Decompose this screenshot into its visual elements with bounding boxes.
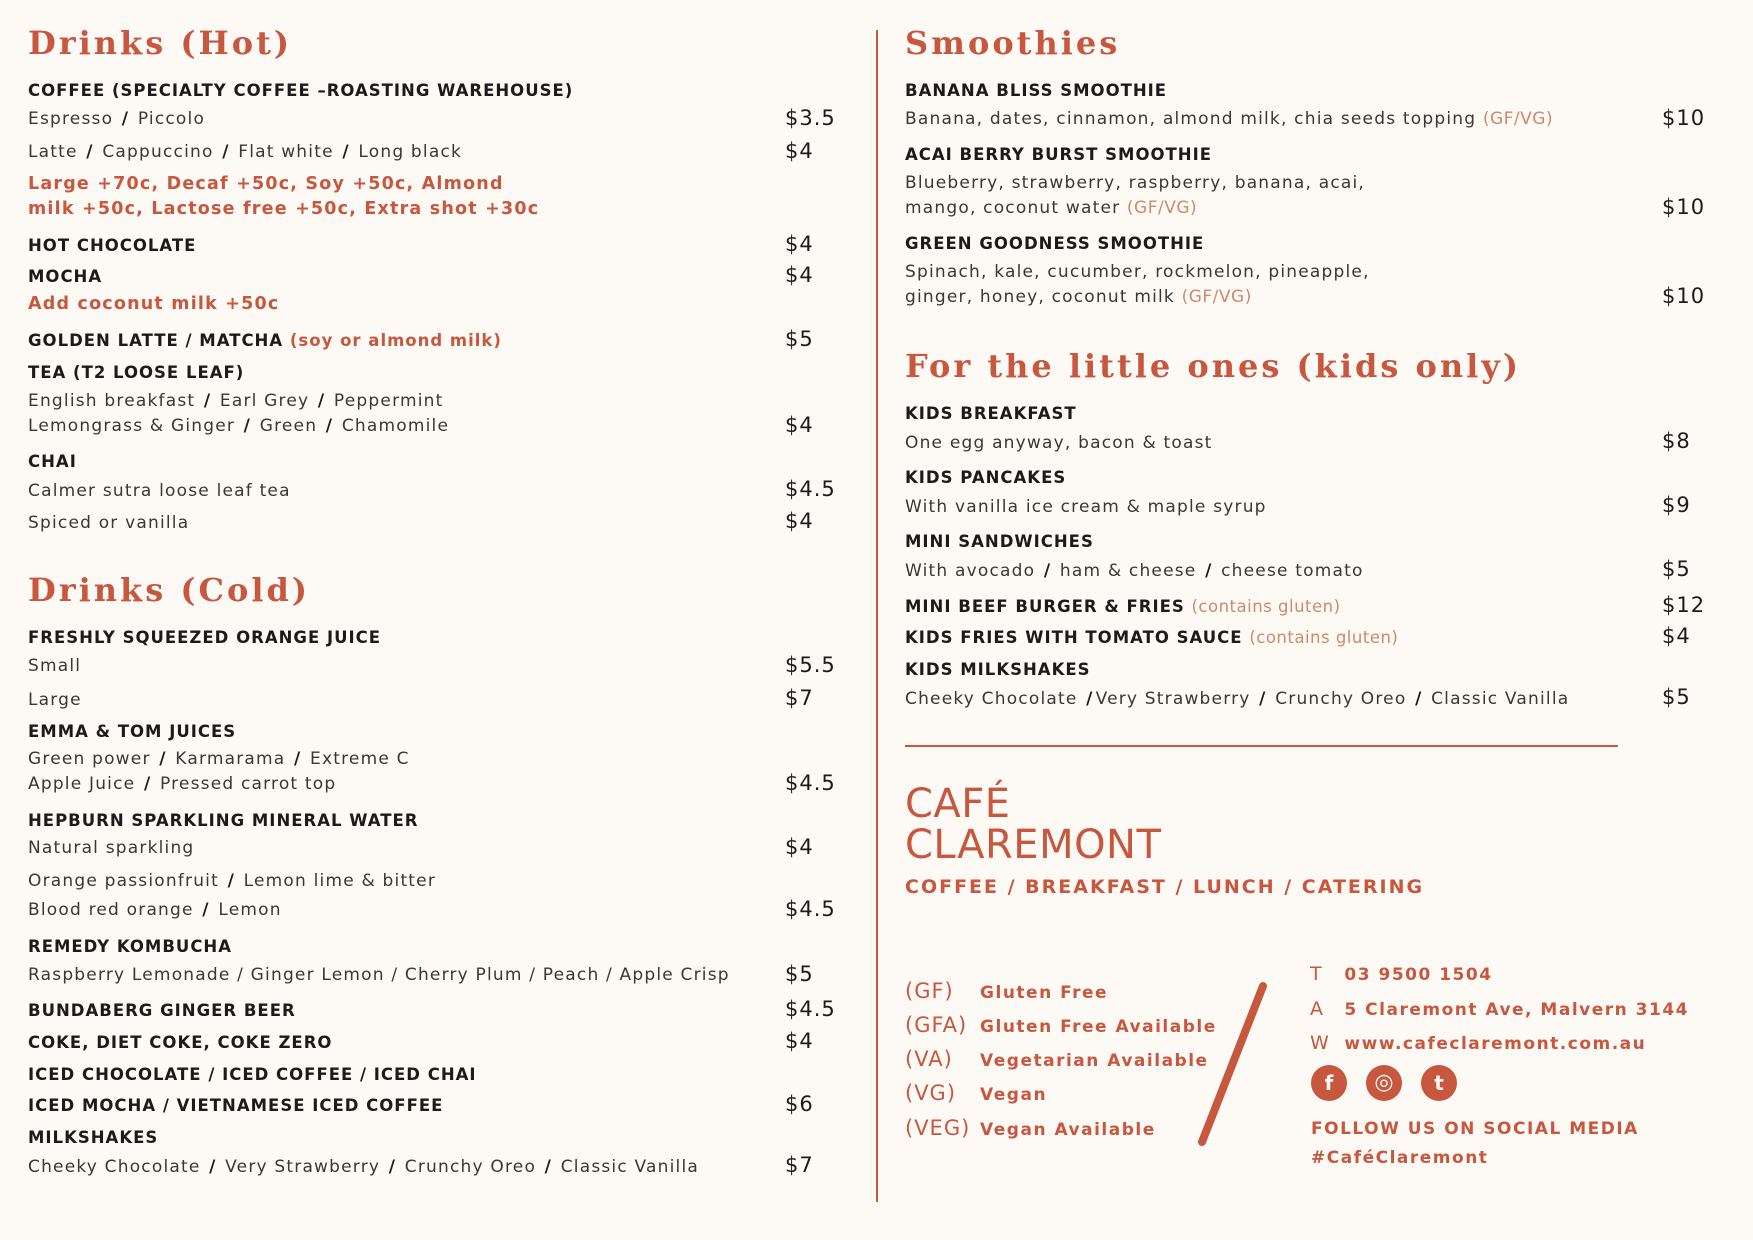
hepburn: HEPBURN SPARKLING MINERAL WATER bbox=[28, 811, 419, 830]
kids-pancakes-price: $9 bbox=[1662, 493, 1691, 517]
oj-large: Large bbox=[28, 690, 82, 710]
mocha: MOCHA bbox=[28, 267, 103, 286]
coke: COKE, DIET COKE, COKE ZERO bbox=[28, 1033, 333, 1052]
emma-price: $4.5 bbox=[785, 771, 836, 795]
banana-desc bbox=[905, 109, 1553, 129]
hot-chocolate-price: $4 bbox=[785, 232, 814, 256]
phone-number[interactable]: 03 9500 1504 bbox=[1344, 965, 1493, 985]
follow-text: FOLLOW US ON SOCIAL MEDIA bbox=[1311, 1119, 1639, 1139]
tea-chamomile: Chamomile bbox=[341, 416, 450, 436]
banana-tag: (GF/VG) bbox=[1482, 109, 1554, 129]
kids-ms-oreo: Crunchy Oreo bbox=[1275, 689, 1407, 709]
tea-peppermint: Peppermint bbox=[333, 391, 444, 411]
oj-small-price: $5.5 bbox=[785, 653, 836, 677]
bundaberg: BUNDABERG GINGER BEER bbox=[28, 1001, 296, 1020]
green-desc2 bbox=[905, 287, 1252, 307]
tea-english-breakfast: English breakfast bbox=[28, 391, 196, 411]
coke-price: $4 bbox=[785, 1029, 814, 1053]
hepburn-flav-line2: Blood red orange / Lemon bbox=[28, 900, 282, 920]
legend-vg bbox=[905, 1081, 1047, 1105]
golden-latte-price: $5 bbox=[785, 327, 814, 351]
web-key: W bbox=[1310, 1032, 1331, 1054]
phone-key: T bbox=[1310, 963, 1324, 985]
kids-fries-label: KIDS FRIES WITH TOMATO SAUCE bbox=[905, 628, 1243, 647]
tea-price: $4 bbox=[785, 413, 814, 437]
section-title-drinks-cold: Drinks (Cold) bbox=[28, 571, 310, 609]
instagram-icon[interactable]: ◎ bbox=[1366, 1065, 1402, 1101]
contact-web bbox=[1310, 1032, 1646, 1054]
ms-vanilla: Classic Vanilla bbox=[560, 1157, 699, 1177]
mini-burger-label: MINI BEEF BURGER & FRIES bbox=[905, 597, 1185, 616]
iced-mocha: ICED MOCHA / VIETNAMESE ICED COFFEE bbox=[28, 1096, 444, 1115]
section-title-smoothies: Smoothies bbox=[905, 24, 1121, 62]
hepburn-flav-line1: Orange passionfruit / Lemon lime & bitter bbox=[28, 871, 437, 891]
hot-chocolate: HOT CHOCOLATE bbox=[28, 236, 197, 255]
acai-price: $10 bbox=[1662, 195, 1706, 219]
tea-earl-grey: Earl Grey bbox=[219, 391, 310, 411]
piccolo: Piccolo bbox=[137, 109, 206, 129]
acai-desc2-text: mango, coconut water bbox=[905, 198, 1121, 218]
oj-large-price: $7 bbox=[785, 686, 814, 710]
tea-title: TEA (T2 LOOSE LEAF) bbox=[28, 363, 245, 382]
sw-ham-cheese: ham & cheese bbox=[1059, 561, 1197, 581]
brand-line2: CLAREMONT bbox=[905, 822, 1162, 868]
tea-lemongrass: Lemongrass & Ginger bbox=[28, 416, 236, 436]
web-link[interactable]: www.cafeclaremont.com.au bbox=[1344, 1034, 1647, 1054]
green-desc1: Spinach, kale, cucumber, rockmelon, pineapple, bbox=[905, 262, 1370, 282]
twitter-icon[interactable]: t bbox=[1421, 1065, 1457, 1101]
hashtag: #CaféClaremont bbox=[1311, 1148, 1489, 1168]
kombucha-price: $5 bbox=[785, 962, 814, 986]
iced-drinks: ICED CHOCOLATE / ICED COFFEE / ICED CHAI bbox=[28, 1065, 477, 1084]
ms-oreo: Crunchy Oreo bbox=[404, 1157, 537, 1177]
section-title-kids: For the little ones (kids only) bbox=[905, 347, 1522, 385]
coffee-extras bbox=[28, 172, 539, 222]
legend-va-value: Vegetarian Available bbox=[980, 1051, 1209, 1071]
acai-smoothie: ACAI BERRY BURST SMOOTHIE bbox=[905, 145, 1212, 164]
iced-price: $6 bbox=[785, 1092, 814, 1116]
lemon-lime-bitter: Lemon lime & bitter bbox=[243, 871, 437, 891]
acai-desc2 bbox=[905, 198, 1197, 218]
coffee-title: COFFEE (SPECIALTY COFFEE –ROASTING WAREHOUSE) bbox=[28, 81, 574, 100]
kids-ms-chocolate: Cheeky Chocolate bbox=[905, 689, 1078, 709]
coffee-milk-line: Latte / Cappuccino / Flat white / Long black bbox=[28, 142, 463, 162]
sw-avocado: With avocado bbox=[905, 561, 1036, 581]
blood-red-orange: Blood red orange bbox=[28, 900, 194, 920]
address-key: A bbox=[1310, 998, 1325, 1020]
kids-milkshake-price: $5 bbox=[1662, 685, 1691, 709]
kids-pancakes-desc: With vanilla ice cream & maple syrup bbox=[905, 497, 1267, 517]
cappuccino: Cappuccino bbox=[102, 142, 214, 162]
kids-breakfast-price: $8 bbox=[1662, 429, 1691, 453]
legend-gfa bbox=[905, 1013, 1217, 1037]
legend-gf-key: (GF) bbox=[905, 979, 954, 1003]
extreme-c: Extreme C bbox=[310, 749, 410, 769]
coffee-extras-line2: milk +50c, Lactose free +50c, Extra shot +30c bbox=[28, 199, 540, 219]
legend-va-key: (VA) bbox=[905, 1047, 953, 1071]
ms-chocolate: Cheeky Chocolate bbox=[28, 1157, 201, 1177]
espresso-price: $3.5 bbox=[785, 106, 836, 130]
facebook-icon[interactable]: f bbox=[1311, 1065, 1347, 1101]
chai-calmer: Calmer sutra loose leaf tea bbox=[28, 481, 291, 501]
chai-spiced: Spiced or vanilla bbox=[28, 513, 190, 533]
remedy-kombucha: REMEDY KOMBUCHA bbox=[28, 937, 233, 956]
hepburn-flav-price: $4.5 bbox=[785, 897, 836, 921]
hepburn-natural: Natural sparkling bbox=[28, 838, 195, 858]
legend-gfa-value: Gluten Free Available bbox=[980, 1017, 1217, 1037]
kids-fries-price: $4 bbox=[1662, 624, 1691, 648]
sw-cheese-tomato: cheese tomato bbox=[1221, 561, 1364, 581]
kids-milkshakes: KIDS MILKSHAKES bbox=[905, 660, 1091, 679]
legend-gfa-key: (GFA) bbox=[905, 1013, 968, 1037]
flat-white: Flat white bbox=[238, 142, 334, 162]
milkshakes: MILKSHAKES bbox=[28, 1128, 159, 1147]
horizontal-rule bbox=[905, 745, 1618, 747]
brand-line1: CAFÉ bbox=[905, 781, 1011, 827]
decorative-slash bbox=[1190, 978, 1270, 1148]
mini-sandwiches: MINI SANDWICHES bbox=[905, 532, 1094, 551]
tea-line1: English breakfast / Earl Grey / Peppermint bbox=[28, 391, 444, 411]
acai-desc1: Blueberry, strawberry, raspberry, banana, acai, bbox=[905, 173, 1366, 193]
carrot-top: Pressed carrot top bbox=[159, 774, 337, 794]
kids-ms-strawberry: Very Strawberry bbox=[1095, 689, 1251, 709]
legend-gf-value: Gluten Free bbox=[980, 983, 1109, 1003]
latte-price: $4 bbox=[785, 139, 814, 163]
address-text: 5 Claremont Ave, Malvern 3144 bbox=[1344, 1000, 1689, 1020]
kids-fries-tag: (contains gluten) bbox=[1249, 628, 1399, 647]
coffee-espresso-line: Espresso / Piccolo bbox=[28, 109, 206, 129]
coconut-milk-extra: Add coconut milk +50c bbox=[28, 294, 280, 314]
kids-breakfast-desc: One egg anyway, bacon & toast bbox=[905, 433, 1213, 453]
tea-line2: Lemongrass & Ginger / Green / Chamomile bbox=[28, 416, 450, 436]
apple-juice: Apple Juice bbox=[28, 774, 136, 794]
kids-pancakes: KIDS PANCAKES bbox=[905, 468, 1067, 487]
coffee-extras-line1: Large +70c, Decaf +50c, Soy +50c, Almond bbox=[28, 174, 504, 194]
contact-address bbox=[1310, 998, 1689, 1020]
mini-burger-price: $12 bbox=[1662, 593, 1706, 617]
emma-tom-juices: EMMA & TOM JUICES bbox=[28, 722, 237, 741]
tea-green: Green bbox=[259, 416, 318, 436]
legend-gf bbox=[905, 979, 1108, 1003]
brand-strapline: COFFEE / BREAKFAST / LUNCH / CATERING bbox=[905, 876, 1425, 898]
green-tag: (GF/VG) bbox=[1181, 287, 1252, 307]
milkshake-price: $7 bbox=[785, 1153, 814, 1177]
bundaberg-price: $4.5 bbox=[785, 997, 836, 1021]
mini-burger bbox=[905, 597, 1341, 616]
golden-latte-label: GOLDEN LATTE / MATCHA bbox=[28, 331, 284, 350]
legend-veg-value: Vegan Available bbox=[980, 1120, 1156, 1140]
ms-strawberry: Very Strawberry bbox=[225, 1157, 381, 1177]
green-smoothie: GREEN GOODNESS SMOOTHIE bbox=[905, 234, 1205, 253]
legend-va bbox=[905, 1047, 1209, 1071]
emma-line1: Green power / Karmarama / Extreme C bbox=[28, 749, 410, 769]
green-power: Green power bbox=[28, 749, 151, 769]
emma-line2: Apple Juice / Pressed carrot top bbox=[28, 774, 337, 794]
kombucha-flavours: Raspberry Lemonade / Ginger Lemon / Cherry Plum / Peach / Apple Crisp bbox=[28, 965, 730, 985]
legend-veg-key: (VEG) bbox=[905, 1116, 971, 1140]
orange-juice: FRESHLY SQUEEZED ORANGE JUICE bbox=[28, 628, 382, 647]
golden-latte bbox=[28, 331, 502, 350]
green-desc2-text: ginger, honey, coconut milk bbox=[905, 287, 1175, 307]
banana-smoothie: BANANA BLISS SMOOTHIE bbox=[905, 81, 1168, 100]
banana-desc-text: Banana, dates, cinnamon, almond milk, chia seeds topping bbox=[905, 109, 1477, 129]
acai-tag: (GF/VG) bbox=[1126, 198, 1198, 218]
chai-spiced-price: $4 bbox=[785, 509, 814, 533]
milkshake-flavours: Cheeky Chocolate / Very Strawberry / Crunchy Oreo / Classic Vanilla bbox=[28, 1157, 699, 1177]
legend-vg-key: (VG) bbox=[905, 1081, 957, 1105]
lemon: Lemon bbox=[218, 900, 282, 920]
kids-breakfast: KIDS BREAKFAST bbox=[905, 404, 1077, 423]
green-price: $10 bbox=[1662, 284, 1706, 308]
column-divider bbox=[876, 30, 878, 1202]
legend-vg-value: Vegan bbox=[980, 1085, 1048, 1105]
section-title-drinks-hot: Drinks (Hot) bbox=[28, 24, 292, 62]
oj-small: Small bbox=[28, 656, 82, 676]
mocha-price: $4 bbox=[785, 263, 814, 287]
chai-title: CHAI bbox=[28, 452, 77, 471]
legend-veg bbox=[905, 1116, 1156, 1140]
sandwich-options: With avocado / ham & cheese / cheese tomato bbox=[905, 561, 1364, 581]
hepburn-natural-price: $4 bbox=[785, 835, 814, 859]
contact-phone bbox=[1310, 963, 1493, 985]
kids-fries bbox=[905, 628, 1398, 647]
orange-passionfruit: Orange passionfruit bbox=[28, 871, 219, 891]
sandwiches-price: $5 bbox=[1662, 557, 1691, 581]
karmarama: Karmarama bbox=[175, 749, 286, 769]
banana-price: $10 bbox=[1662, 106, 1706, 130]
kids-ms-vanilla: Classic Vanilla bbox=[1431, 689, 1570, 709]
mini-burger-tag: (contains gluten) bbox=[1191, 597, 1341, 616]
golden-latte-note: (soy or almond milk) bbox=[289, 331, 502, 350]
espresso: Espresso bbox=[28, 109, 114, 129]
kids-milkshake-flavours: Cheeky Chocolate / Very Strawberry / Crunchy Oreo / Classic Vanilla bbox=[905, 689, 1570, 709]
chai-calmer-price: $4.5 bbox=[785, 477, 836, 501]
latte: Latte bbox=[28, 142, 78, 162]
long-black: Long black bbox=[358, 142, 463, 162]
brand-logo bbox=[905, 781, 1162, 868]
